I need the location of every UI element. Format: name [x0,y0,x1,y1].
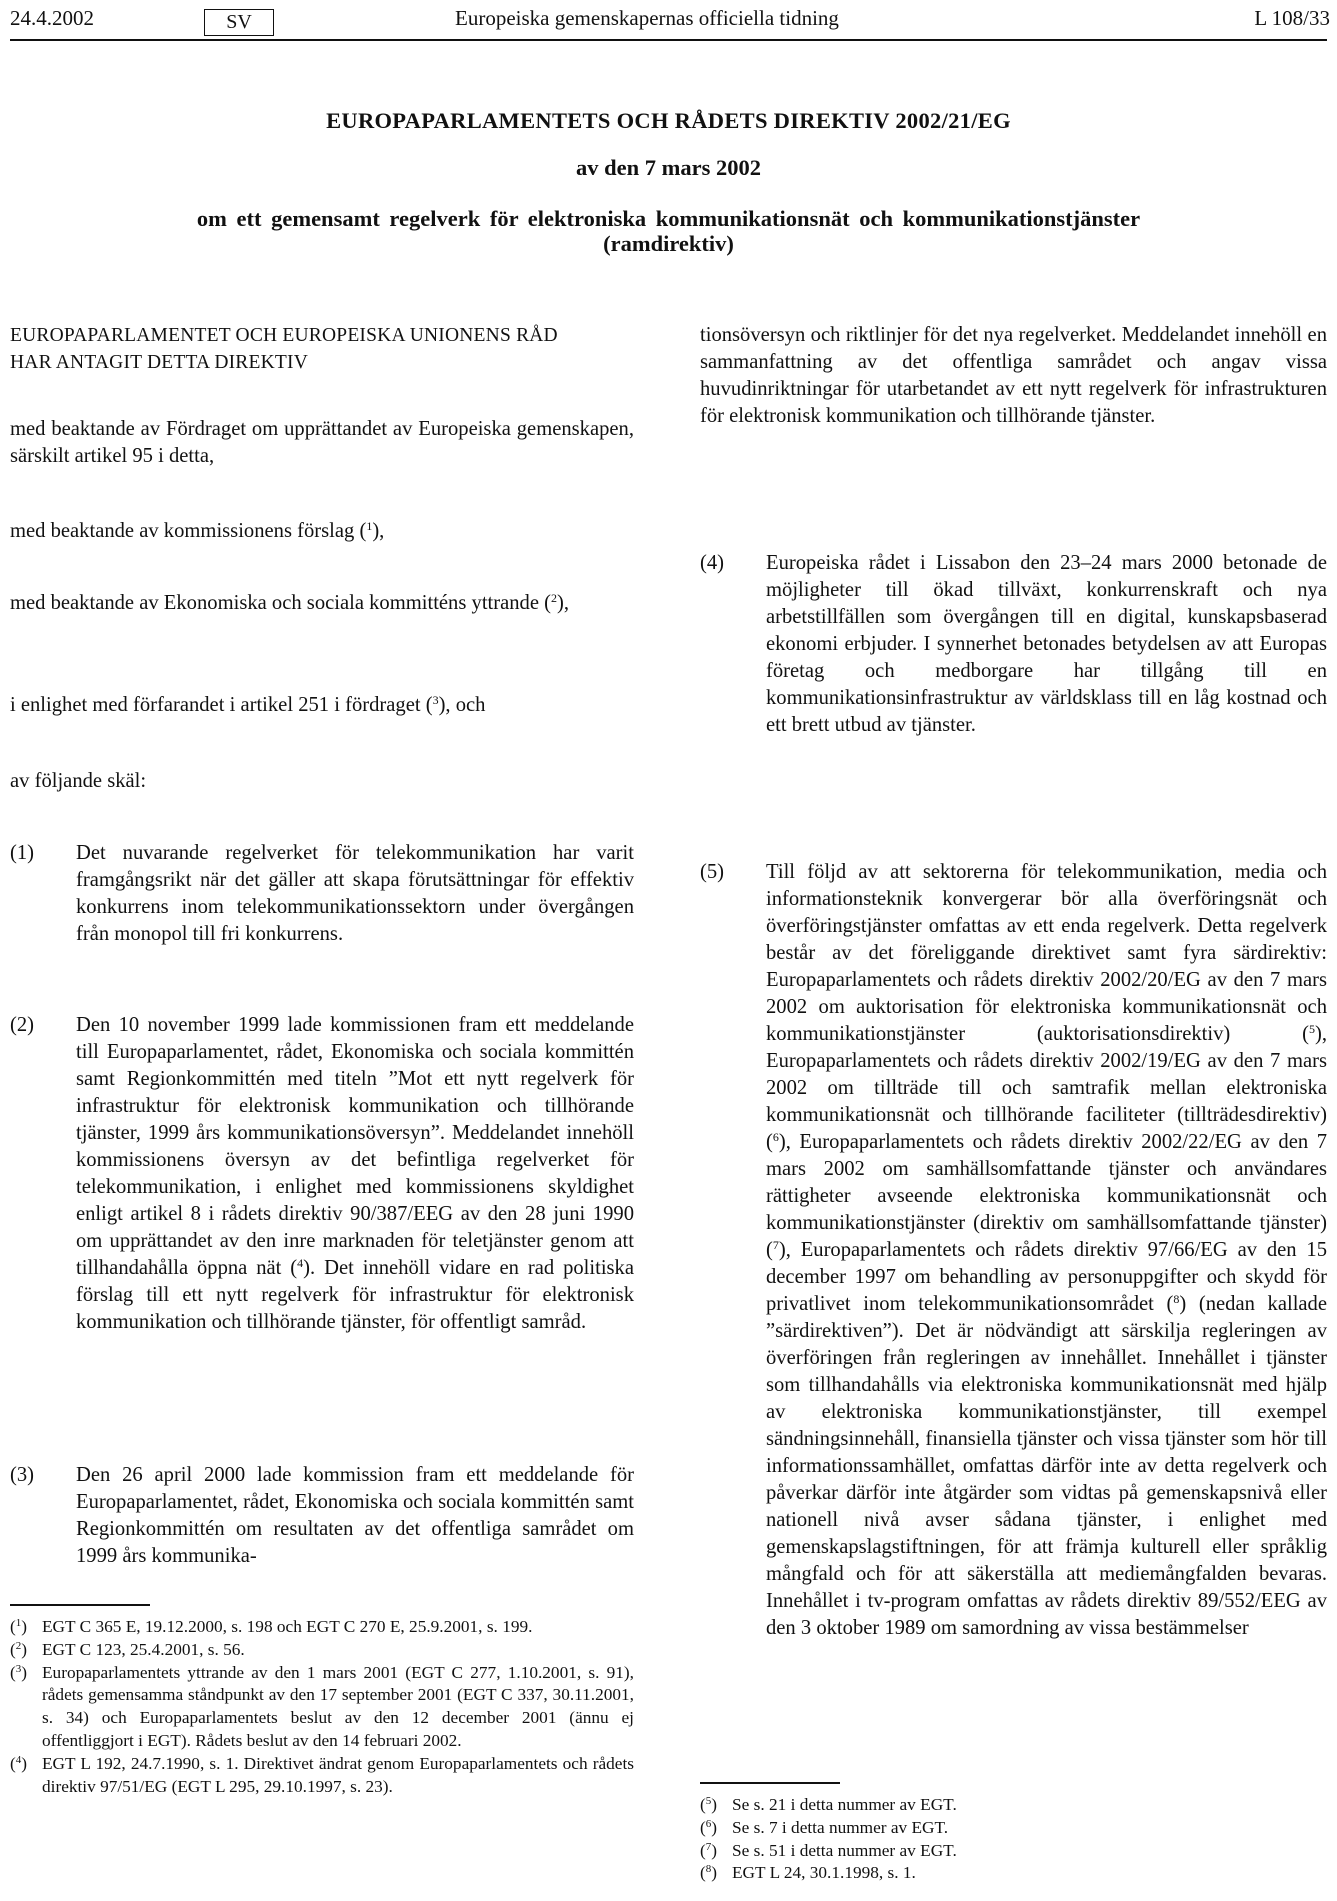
recital-number: (1) [10,842,35,864]
footnote-rule [10,1604,150,1606]
footnote-marker: ($^1$) [10,1617,28,1636]
recital-number: (3) [10,1464,35,1486]
footnote-marker: ($^8$) [700,1863,718,1883]
footnote-ref: 5 [1308,1022,1315,1036]
recital-text: Till följd av att sektorerna för telekommunikation, media och informationsteknik konvergerar bör alla överföringsnät och överföringstjänster omfattas av ett enda regelverk. Detta regelverk består av det föreliggande direktivet samt fyra särdirektiv: Europaparlamentets och rådets direktiv 2002/20/EG av den 7 mars 2002 om auktorisation för elektroniska kommunikationsnät och kommunikationstjänster (auktorisationsdirektiv) ($^5$), Europaparlamentets och rådets direktiv 2002/19/EG av den 7 mars 2002 om tillträde till och samtrafik mellan elektroniska kommunikationsnät och tillhörande faciliteter (tillträdesdirektiv) ($^6$), Europaparlamentets och rådets direktiv 2002/22/EG av den 7 mars 2002 om samhällsomfattande tjänster och användares rättigheter avseende elektroniska kommunikationsnät och kommunikationstjänster (direktiv om samhällsomfattande tjänster) ($^7$), Europaparlamentets och rådets direktiv 97/66/EG av den 15 december 1997 om behandling av personuppgifter och skydd för privatlivet inom telekommunikationsområdet ($^8$) (nedan kallade ”särdirektiven”). Det är nödvändigt att särskilja regleringen av överföringen från regleringen av innehållet. Innehållet i tjänster som tillhandahålls via elektroniska kommunikationsnät med hjälp av elektroniska kommunikationstjänster, till exempel sändningsinnehåll, finansiella tjänster och vissa tjänster som hör till informationssamhället, omfattas därför inte av detta regelverk och påverkar därför inte åtgärder som vidtas på gemenskapsnivå eller nationell nivå avser sådana tjänster, i enlighet med gemenskapslagstiftningen, för att främja kulturell eller språklig mångfald och för att säkerställa att mediemångfalden bevaras. Innehållet i tv-program omfattas av rådets direktiv 89/552/EEG av den 3 oktober 1989 om samordning av vissa bestämmelser [766,861,1327,1639]
journal-title: Europeiska gemenskapernas officiella tidning [455,6,839,30]
recital-text: Den 10 november 1999 lade kommissionen fram ett meddelande till Europaparlamentet, rådet, Ekonomiska och sociala kommittén samt Regionkommittén med titeln ”Mot ett nytt regelverk för infrastruktur för elektronisk kommunikation och tillhörande tjänster, 1999 års kommunikationsöversyn”. Meddelandet innehöll kommissionens översyn av det befintliga regelverket för telekommunikation, i enlighet med kommissionens skyldighet enligt artikel 8 i rådets direktiv 90/387/EEG av den 28 juni 1990 om upprättandet av den inre marknaden för teletjänster genom att tillhandahålla öppna nät ($^4$). Det innehöll vidare en rad politiska förslag till ett nytt regelverk för infrastruktur för elektronisk kommunikation och tillhörande tjänster, för offentligt samråd. [76,1014,634,1333]
directive-subject: om ett gemensamt regelverk för elektroniska kommunikationsnät och kommunikationstjänster [196,206,1141,231]
directive-date: av den 7 mars 2002 [576,155,761,180]
page-reference: L 108/33 [1254,6,1330,30]
footnote-ref: 6 [772,1130,779,1144]
citation-committee: med beaktande av Ekonomiska och sociala kommitténs yttrande ($^2$), [10,591,570,614]
footnote-text: Europaparlamentets yttrande av den 1 mars 2001 (EGT C 277, 1.10.2001, s. 91), rådets gemensamma ståndpunkt av den 17 september 2001 (EGT C 337, 30.11.2001, s. 34) och Europaparlamentets beslut av den 12 december 2001 (ännu ej offentliggjort i EGT). Rådets beslut av den 14 februari 2002. [42,1662,634,1750]
footnote [10,1662,634,1753]
page-header [10,6,1330,38]
recital-3-continued: tionsöversyn och riktlinjer för det nya regelverket. Meddelandet innehöll en sammanfattning av det offentliga samrådet och angav vissa huvudinriktningar för utarbetandet av ett nytt regelverk för infrastrukturen för elektronisk kommunikation och tillhörande tjänster. [700,324,1327,427]
citation-reasons: av följande skäl: [10,770,147,792]
recital-number: (5) [700,861,725,883]
footnote-marker: ($^6$) [700,1817,718,1837]
footnote-text: EGT C 365 E, 19.12.2000, s. 198 och EGT C 270 E, 25.9.2001, s. 199. [42,1617,533,1636]
footnote-ref: 8 [1173,1292,1180,1306]
footnote [10,1753,634,1799]
footnote [10,1616,634,1639]
footnotes-right [700,1794,1327,1885]
directive-title: EUROPAPARLAMENTETS OCH RÅDETS DIREKTIV 2002/21/EG [326,108,1011,133]
footnote-marker: ($^3$) [10,1662,28,1682]
footnote-text: Se s. 51 i detta nummer av EGT. [732,1840,957,1860]
header-rule [10,39,1327,41]
publication-date: 24.4.2002 [10,6,94,30]
footnote-marker: ($^7$) [700,1840,718,1860]
citation-treaty: med beaktande av Fördraget om upprättandet av Europeiska gemenskapen, särskilt artikel 95 i detta, [10,418,634,467]
footnote-rule [700,1782,840,1784]
recital-text: Europeiska rådet i Lissabon den 23–24 mars 2000 betonade de möjligheter till ökad tillväxt, konkurrenskraft och nya arbetstillfällen som övergången till en digital, kunskapsbaserad ekonomi erbjuder. I synnerhet betonades betydelsen av att Europas företag och medborgare har tillgång till en kommunikationsinfrastruktur av världsklass till en låg kostnad och ett brett utbud av tjänster. [766,552,1327,736]
footnote-marker: ($^2$) [10,1639,28,1659]
footnote [700,1840,1327,1863]
footnote [700,1862,1327,1885]
footnote [700,1794,1327,1817]
footnote-ref: 4 [297,1256,304,1270]
recital-text: Det nuvarande regelverket för telekommunikation har varit framgångsrikt när det gäller att skapa förutsättningar för effektiv konkurrens inom telekommunikationssektorn under övergången från monopol till fri konkurrens. [76,842,634,945]
footnote-ref: 2 [551,591,557,605]
footnote-ref: 3 [432,693,439,707]
footnote-text: EGT L 24, 30.1.1998, s. 1. [732,1863,916,1883]
recital-number: (2) [10,1014,35,1036]
footnote [700,1817,1327,1840]
footnote [10,1639,634,1662]
language-badge: SV [204,9,274,36]
footnote-ref: 7 [772,1238,779,1252]
footnote-ref: 1 [366,519,373,533]
footnote-text: EGT C 123, 25.4.2001, s. 56. [42,1639,245,1659]
footnote-marker: ($^5$) [700,1795,718,1814]
recital-number: (4) [700,552,725,574]
recital-text: Den 26 april 2000 lade kommission fram ett meddelande för Europaparlamentet, rådet, Ekonomiska och sociala kommittén samt Regionkommittén om resultaten av det offentliga samrådet om 1999 års kommunika- [76,1464,634,1567]
footnotes-left [10,1616,634,1798]
citation-procedure: i enlighet med förfarandet i artikel 251 i fördraget ($^3$), och [10,693,486,716]
footnote-text: Se s. 7 i detta nummer av EGT. [732,1817,949,1837]
preamble-heading: EUROPAPARLAMENTET OCH EUROPEISKA UNIONENS RÅD HAR ANTAGIT DETTA DIREKTIV [10,325,558,373]
footnote-text: Se s. 21 i detta nummer av EGT. [732,1795,957,1814]
footnote-marker: ($^4$) [10,1753,28,1773]
footnote-text: EGT L 192, 24.7.1990, s. 1. Direktivet ändrat genom Europaparlamentets och rådets direktiv 97/51/EG (EGT L 295, 29.10.1997, s. 23). [42,1753,634,1796]
directive-short-name: (ramdirektiv) [603,231,734,256]
citation-proposal: med beaktande av kommissionens förslag ($^1$), [10,519,385,542]
